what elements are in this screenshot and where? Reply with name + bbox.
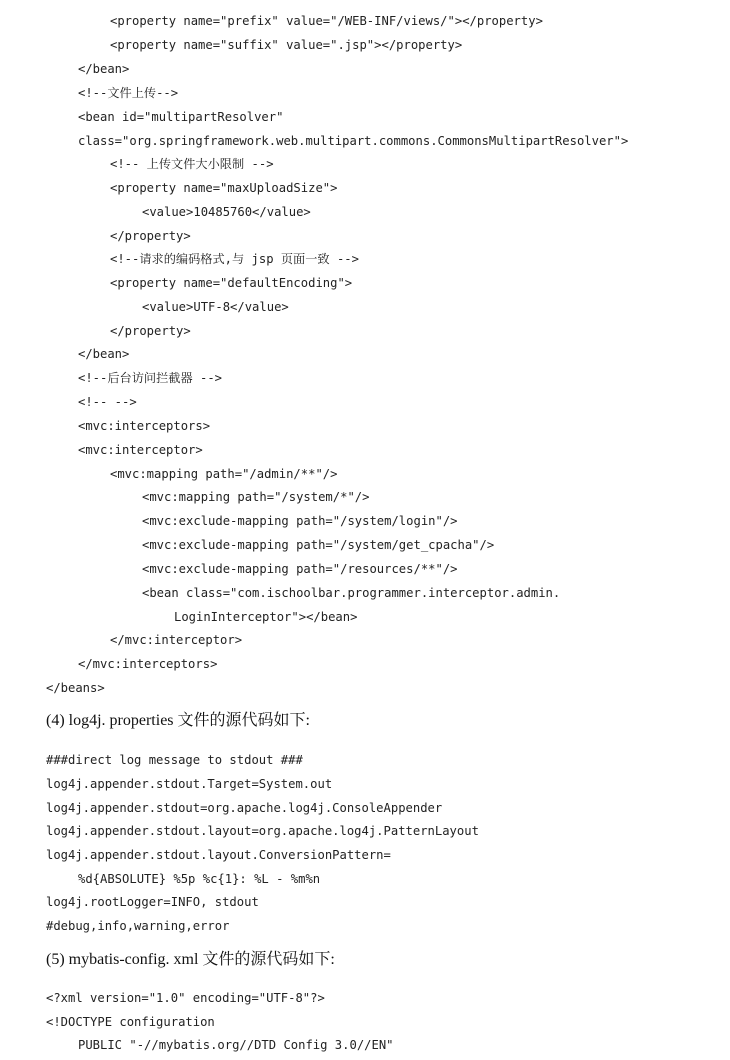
code-line: <!-- --> [78,395,137,409]
code-line: log4j.appender.stdout.Target=System.out [46,777,333,791]
code-line: <!--后台访问拦截器 --> [78,371,223,385]
code-line: <mvc:mapping path="/system/*"/> [142,490,370,504]
code-line: <bean id="multipartResolver" [78,110,284,124]
code-line: <mvc:interceptor> [78,443,203,457]
code-line: <value>10485760</value> [142,205,311,219]
code-line: class="org.springframework.web.multipart.commons.CommonsMultipartResolver"> [78,134,629,148]
code-line: </property> [110,324,191,338]
code-line: <?xml version="1.0" encoding="UTF-8"?> [46,991,325,1005]
code-line: </bean> [78,62,130,76]
code-line: <!--请求的编码格式,与 jsp 页面一致 --> [110,252,359,266]
code-line: #debug,info,warning,error [46,919,230,933]
code-line: log4j.appender.stdout=org.apache.log4j.ConsoleAppender [46,801,443,815]
code-line: <mvc:exclude-mapping path="/system/get_cpacha"/> [142,538,495,552]
code-line: </mvc:interceptors> [78,657,218,671]
code-line: ###direct log message to stdout ### [46,753,303,767]
code-line: <!DOCTYPE configuration [46,1015,215,1029]
code-line: <bean class="com.ischoolbar.programmer.interceptor.admin. [142,586,561,600]
code-line: </beans> [46,681,105,695]
code-line: <property name="defaultEncoding"> [110,276,353,290]
code-line: <!-- 上传文件大小限制 --> [110,157,274,171]
code-line: </property> [110,229,191,243]
code-line: log4j.rootLogger=INFO, stdout [46,895,259,909]
code-line: <mvc:exclude-mapping path="/resources/**"/> [142,562,458,576]
code-line: <property name="prefix" value="/WEB-INF/views/"></property> [110,14,543,28]
code-line: <mvc:interceptors> [78,419,211,433]
code-line: </bean> [78,347,130,361]
code-line: <!--文件上传--> [78,86,179,100]
code-line: PUBLIC "-//mybatis.org//DTD Config 3.0//EN" [78,1038,394,1052]
code-line: <mvc:exclude-mapping path="/system/login"/> [142,514,458,528]
code-line: log4j.appender.stdout.layout=org.apache.log4j.PatternLayout [46,824,479,838]
code-line: LoginInterceptor"></bean> [174,610,358,624]
code-line: <property name="maxUploadSize"> [110,181,338,195]
section-heading-log4j: (4) log4j. properties 文件的源代码如下: [46,712,310,729]
code-line: %d{ABSOLUTE} %5p %c{1}: %L - %m%n [78,872,321,886]
section-heading-mybatis: (5) mybatis-config. xml 文件的源代码如下: [46,951,335,968]
code-line: <value>UTF-8</value> [142,300,289,314]
code-line: </mvc:interceptor> [110,633,243,647]
code-line: <property name="suffix" value=".jsp"></property> [110,38,463,52]
code-line: <mvc:mapping path="/admin/**"/> [110,467,338,481]
code-line: log4j.appender.stdout.layout.ConversionPattern= [46,848,391,862]
